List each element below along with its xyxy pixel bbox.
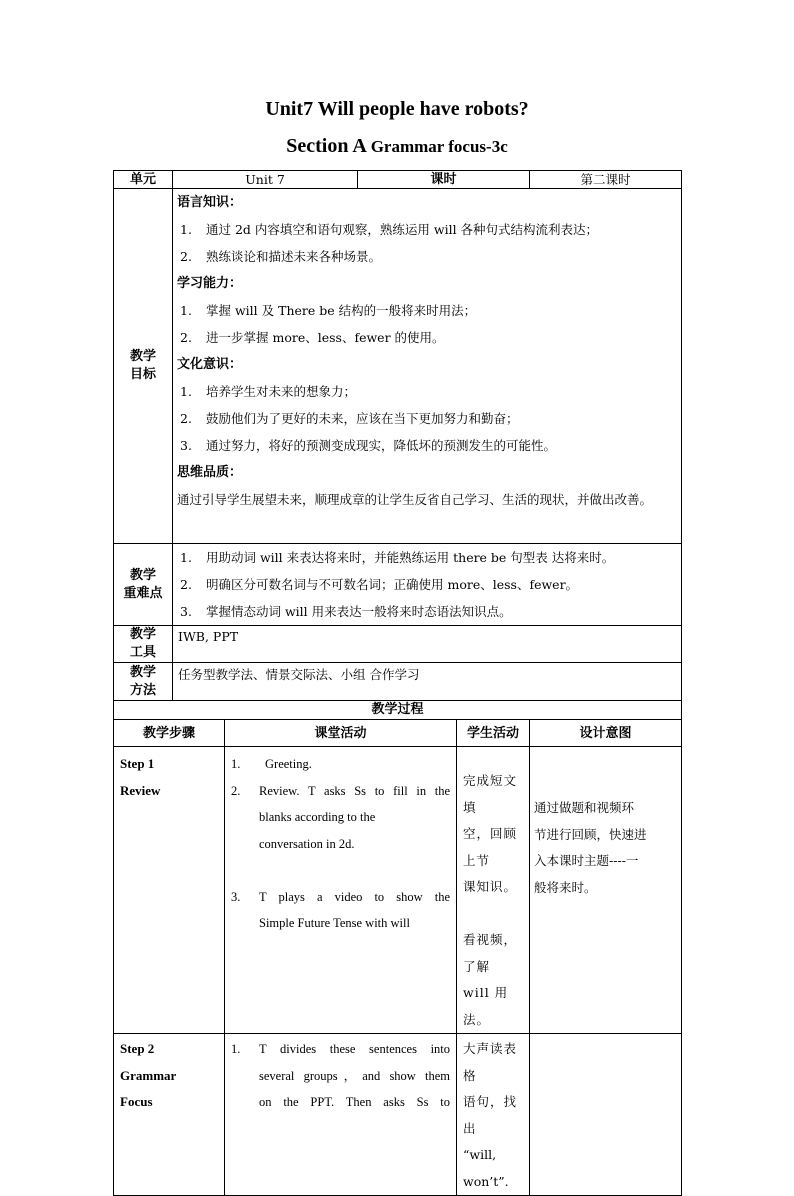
step2-name: Step 2 Grammar Focus [114,1034,225,1196]
step1-design: 通过做题和视频环 节进行回顾，快速进 入本课时主题----一 般将来时。 [530,747,682,1034]
language-heading: 语言知识： [177,195,243,210]
lesson-label: 课时 [358,171,530,189]
unit-label: 单元 [114,171,173,189]
list-item: 2. 明确区分可数名词与不可数名词；正确使用 more、less、fewer。 [180,577,579,592]
list-item: 1. 掌握 will 及 There be 结构的一般将来时用法； [180,303,477,318]
document-subtitle [0,135,794,158]
step2-student: 大声读表格 语句，找出 “will, won’t”. [457,1034,530,1196]
document-title: Unit7 Will people have robots? [265,98,529,120]
key-points-label: 教学 重难点 [114,544,173,626]
list-item: 2. 进一步掌握 more、less、fewer 的使用。 [180,330,445,345]
list-item: 2. 鼓励他们为了更好的未来，应该在当下更加努力和勤奋； [180,411,519,426]
ability-heading: 学习能力： [177,276,243,291]
subtitle-topic: Grammar focus-3c [370,137,508,156]
tools-label: 教学 工具 [114,626,173,663]
objectives-content [173,189,682,544]
subtitle-section: Section A [286,135,371,157]
key-points-content [173,544,682,626]
column-header-activity: 课堂活动 [225,720,457,747]
column-header-student: 学生活动 [457,720,530,747]
step1-student: 完成短文填 空，回顾上节 课知识。 看视频，了解 will 用法。 [457,747,530,1034]
methods-value: 任务型教学法、情景交际法、小组 合作学习 [173,663,682,701]
lesson-value: 第二课时 [530,171,682,189]
list-item: 2. 熟练谈论和描述未来各种场景。 [180,249,382,264]
list-item: 1. 用助动词 will 来表达将来时，并能熟练运用 there be 句型表 达将来时。 [180,550,615,565]
column-header-design: 设计意图 [530,720,682,747]
culture-heading: 文化意识： [177,357,243,372]
list-item: 3. 通过努力，将好的预测变成现实，降低坏的预测发生的可能性。 [180,438,557,453]
step2-design [530,1034,682,1196]
list-item: 3. 掌握情态动词 will 用来表达一般将来时态语法知识点。 [180,604,512,619]
thinking-heading: 思维品质： [177,465,243,480]
tools-value: IWB, PPT [173,626,682,663]
unit-value: Unit 7 [173,171,358,189]
step2-activities: 1. T divides these sentences into several groups，and show them on the PPT. Then asks Ss to [225,1034,457,1196]
list-item: 1. 培养学生对未来的想象力； [180,384,357,399]
methods-label: 教学 方法 [114,663,173,701]
step1-name: Step 1 Review [114,747,225,1034]
step1-activities: 1. Greeting. 2. Review. T asks Ss to fill in the blanks according to the conversation in 2d. 3. T plays a video to show the Simple Future Tense with will [225,747,457,1034]
list-item: 1. 通过 2d 内容填空和语句观察，熟练运用 will 各种句式结构流利表达； [180,222,599,237]
process-heading: 教学过程 [114,701,682,720]
lesson-plan-table [113,170,682,1196]
objectives-label: 教学 目标 [114,189,173,544]
thinking-text: 通过引导学生展望未来，顺理成章的让学生反省自己学习、生活的现状，并做出改善。 [177,492,653,507]
column-header-step: 教学步骤 [114,720,225,747]
